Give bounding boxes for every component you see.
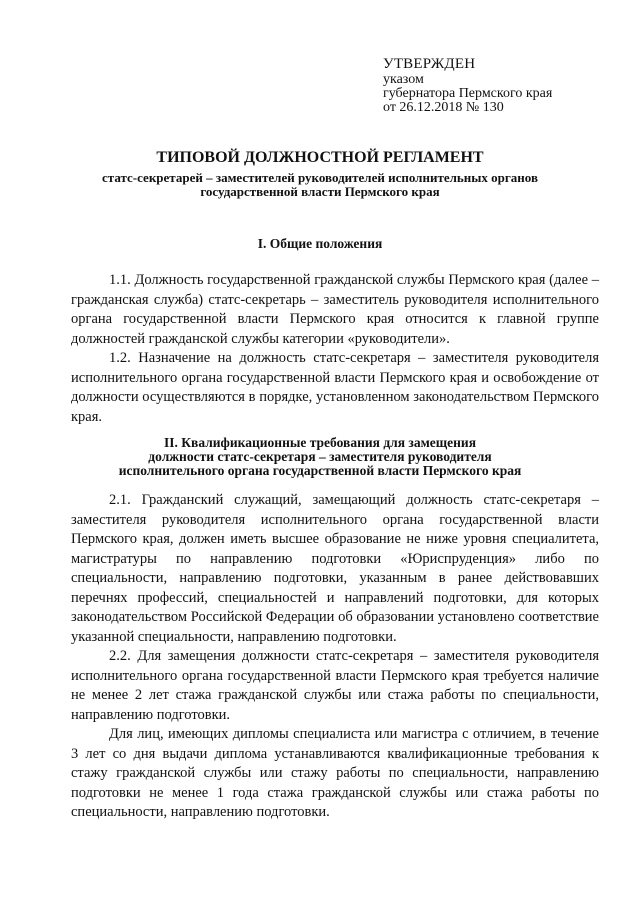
subtitle-line-2: государственной власти Пермского края (200, 184, 440, 199)
subtitle-line-1: статс-секретарей – заместителей руководителей исполнительных органов (102, 170, 538, 185)
approval-heading: УТВЕРЖДЕН (383, 56, 476, 72)
paragraph-2-2: 2.2. Для замещения должности статс-секретаря – заместителя руководителя исполнительного органа государственной власти Пермского края требуется наличие не менее 2 лет стажа гражданской службы или стажа работы по специальности, направлению подготовки. (71, 648, 599, 723)
section-2-title (60, 436, 580, 478)
document-subtitle (40, 171, 600, 199)
section-2-title-line-3: исполнительного органа государственной власти Пермского края (118, 463, 522, 478)
approval-block (383, 56, 623, 115)
section-1-body (71, 271, 599, 427)
paragraph-1-1: 1.1. Должность государственной гражданской службы Пермского края (далее – гражданская служба) статс-секретарь – заместитель руководителя исполнительного органа государственной власти Пермского края относится к главной группе должностей гражданской службы категории «руководители». (71, 272, 599, 347)
approval-decree-line: указом (383, 72, 424, 87)
paragraph-1-2: 1.2. Назначение на должность статс-секретаря – заместителя руководителя исполнительного органа государственной власти Пермского края и освобождение от должности осуществляются в порядке, установленном законодательством Пермского края. (71, 350, 599, 425)
paragraph-2-1: 2.1. Гражданский служащий, замещающий должность статс-секретаря – заместителя руководителя исполнительного органа государственной власти Пермского края, должен иметь высшее образование не ниже уровня специалитета, магистратуры по направлению подготовки «Юриспруденция» либо по специальности, направлению подготовки, указанным в ранее действовавших перечнях профессий, специальностей и направлений подготовки, для которых законодательством Российской Федерации об образовании установлено соответствие указанной специальности, направлению подготовки. (71, 492, 599, 645)
section-1-title: I. Общие положения (257, 236, 383, 251)
approval-date-line: от 26.12.2018 № 130 (383, 100, 504, 115)
paragraph-2-3: Для лиц, имеющих дипломы специалиста или магистра с отличием, в течение 3 лет со дня выдачи диплома устанавливаются квалификационные требования к стажу гражданской службы или стажу работы по специальности, направлению подготовки не менее 1 года стажа гражданской службы или стажа работы по специальности, направлению подготовки. (71, 726, 599, 820)
section-2-title-line-1: II. Квалификационные требования для замещения (163, 435, 477, 450)
section-2-body (71, 491, 599, 823)
approval-governor-line: губернатора Пермского края (383, 86, 553, 101)
section-2-title-line-2: должности статс-секретаря – заместителя руководителя (148, 449, 492, 464)
document-title: ТИПОВОЙ ДОЛЖНОСТНОЙ РЕГЛАМЕНТ (156, 149, 484, 166)
